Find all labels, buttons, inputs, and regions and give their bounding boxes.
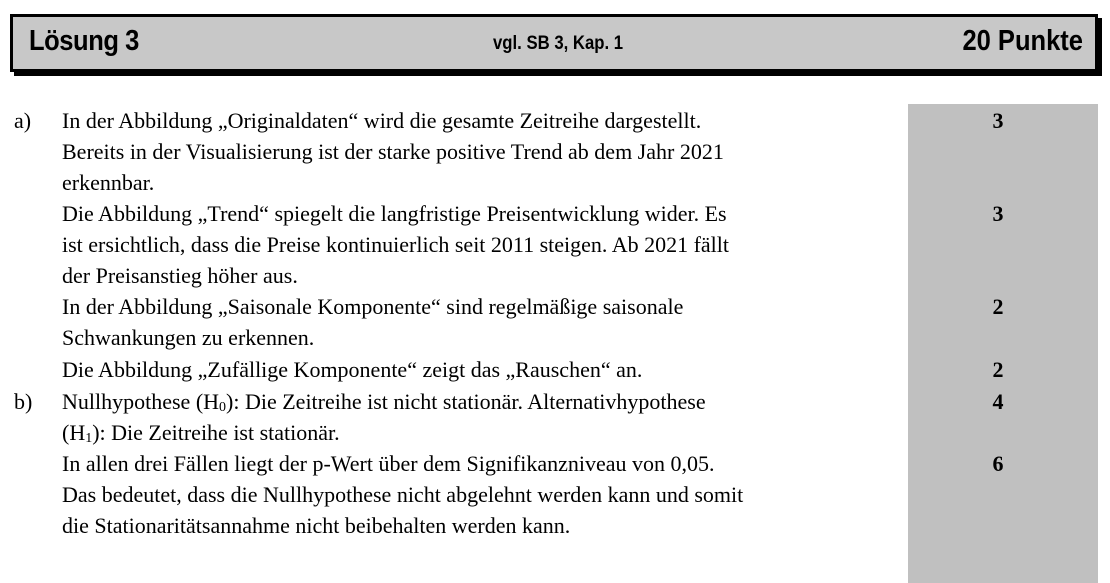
score-value: 3 xyxy=(992,201,1004,226)
text-line xyxy=(62,389,706,415)
text-line: Die Abbildung „Trend“ spiegelt die langfristige Preisentwicklung wider. Es xyxy=(62,201,727,226)
score-value: 2 xyxy=(992,294,1004,319)
score-value: 4 xyxy=(992,389,1004,414)
text-line: Die Abbildung „Zufällige Komponente“ zeigt das „Rauschen“ an. xyxy=(62,357,643,382)
text-fragment: (H xyxy=(62,420,86,445)
text-line: die Stationaritätsannahme nicht beibehalten werden kann. xyxy=(62,513,571,538)
score-value: 3 xyxy=(992,108,1004,133)
subscript: 1 xyxy=(85,431,93,446)
subscript: 0 xyxy=(219,400,227,415)
text-line: Schwankungen zu erkennen. xyxy=(62,325,315,350)
part-b-label: b) xyxy=(14,389,33,414)
score-value: 2 xyxy=(992,357,1004,382)
text-fragment: ): Die Zeitreihe ist nicht stationär. Alternativhypothese xyxy=(226,389,706,414)
text-line: In der Abbildung „Originaldaten“ wird die gesamte Zeitreihe dargestellt. xyxy=(62,108,702,133)
text-line: ist ersichtlich, dass die Preise kontinuierlich seit 2011 steigen. Ab 2021 fällt xyxy=(62,232,730,257)
text-fragment: ): Die Zeitreihe ist stationär. xyxy=(92,420,340,445)
textbook-reference: vgl. SB 3, Kap. 1 xyxy=(493,33,624,54)
text-line: Bereits in der Visualisierung ist der starke positive Trend ab dem Jahr 2021 xyxy=(62,139,724,164)
text-line xyxy=(62,420,340,446)
text-line: Das bedeutet, dass die Nullhypothese nicht abgelehnt werden kann und somit xyxy=(62,482,744,507)
score-value: 6 xyxy=(992,451,1004,476)
text-line: der Preisanstieg höher aus. xyxy=(62,263,298,288)
part-a-label: a) xyxy=(14,108,32,133)
text-line: In der Abbildung „Saisonale Komponente“ sind regelmäßige saisonale xyxy=(62,294,684,319)
text-line: erkennbar. xyxy=(62,170,155,195)
solution-title: Lösung 3 xyxy=(29,25,139,57)
text-line: In allen drei Fällen liegt der p-Wert über dem Signifikanzniveau von 0,05. xyxy=(62,451,715,476)
text-fragment: Nullhypothese (H xyxy=(62,389,220,414)
total-points: 20 Punkte xyxy=(962,25,1083,57)
